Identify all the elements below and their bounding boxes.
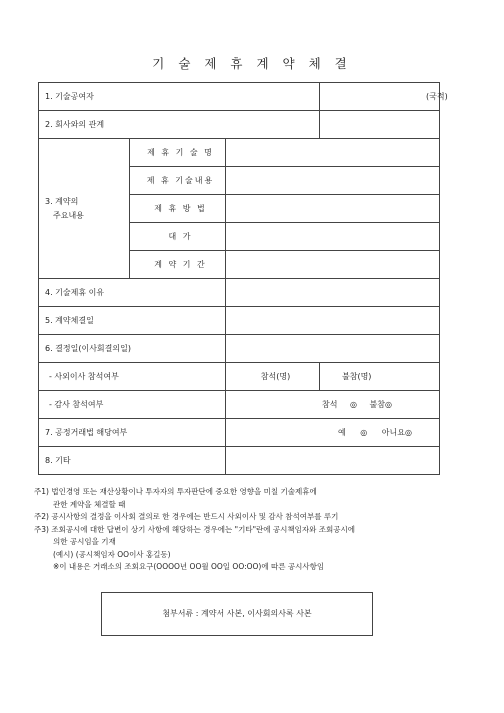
field-auditor-options[interactable]: 참석 ◎ 불참◎ (226, 391, 440, 419)
label-decision-date: 6. 결정일(이사회결의일) (39, 335, 226, 363)
row-outside-director (39, 363, 440, 391)
row-auditor (39, 391, 440, 419)
row-contract-date (39, 307, 440, 335)
field-fair-trade-options[interactable]: 예 ◎ 아니요◎ (226, 419, 440, 447)
row-reason (39, 279, 440, 307)
field-nationality[interactable]: (국적) (320, 83, 440, 111)
label-other: 8. 기타 (39, 447, 226, 475)
note-disclosure: ※이 내용은 거래소의 조회요구(OOOO년 OO월 OO일 OO:OO)에 따른 공시사항임 (53, 562, 325, 571)
label-outside-director: - 사외이사 참석여부 (39, 363, 226, 391)
row-main-content (39, 139, 440, 167)
note-2: 주2) 공시사항의 결정을 이사회 결의로 한 경우에는 반드시 사외이사 및 감사 참석여부를 루기 (34, 512, 339, 521)
label-fair-trade: 7. 공정거래법 해당여부 (39, 419, 226, 447)
label-contract-date: 5. 계약체결일 (39, 307, 226, 335)
row-decision-date (39, 335, 440, 363)
field-reason[interactable] (226, 279, 440, 307)
note-1-cont: 관한 계약을 체결할 때 (53, 499, 126, 509)
attachment-box: 첨부서류 : 계약서 사본, 이사회의사록 사본 (101, 592, 373, 636)
footnotes (34, 486, 355, 574)
row-provider (39, 83, 440, 111)
label-price: 대 가 (130, 223, 226, 251)
label-tech-name: 제 휴 기 술 명 (130, 139, 226, 167)
note-example: (예시) (공시책임자 OO이사 홍길동) (53, 549, 171, 559)
field-relationship[interactable] (320, 111, 440, 139)
page-title: 기 술 제 휴 계 약 체 결 (152, 56, 352, 71)
label-main-content: 3. 계약의 주요내용 (39, 139, 130, 279)
label-relationship: 2. 회사와의 관계 (39, 111, 320, 139)
note-3: 주3) 조회공시에 대한 답변이 상기 사항에 해당하는 경우에는 "기타"란에 공시책임자와 조회공시에 (34, 524, 355, 534)
label-reason: 4. 기술제휴 이유 (39, 279, 226, 307)
label-period: 계 약 기 간 (130, 251, 226, 279)
label-tech-content: 제 휴 기술내용 (130, 167, 226, 195)
label-auditor: - 감사 참석여부 (39, 391, 226, 419)
field-tech-name[interactable] (226, 139, 440, 167)
label-provider: 1. 기술공여자 (39, 83, 320, 111)
row-other (39, 447, 440, 475)
field-other[interactable] (226, 447, 440, 475)
field-director-present[interactable]: 참석(명) (226, 363, 320, 391)
note-1: 주1) 법인경영 또는 재산상황이나 투자자의 투자판단에 중요한 영향을 미칠 기술제휴에 (34, 487, 317, 496)
field-period[interactable] (226, 251, 440, 279)
field-decision-date[interactable] (226, 335, 440, 363)
field-director-absent[interactable]: 불참(명) (320, 363, 440, 391)
field-tech-content[interactable] (226, 167, 440, 195)
field-contract-date[interactable] (226, 307, 440, 335)
field-price[interactable] (226, 223, 440, 251)
contract-form-table (38, 82, 448, 475)
field-method[interactable] (226, 195, 440, 223)
note-3-cont: 의한 공시임을 기재 (53, 537, 116, 546)
row-relationship (39, 111, 440, 139)
label-method: 제 휴 방 법 (130, 195, 226, 223)
row-fair-trade (39, 419, 440, 447)
